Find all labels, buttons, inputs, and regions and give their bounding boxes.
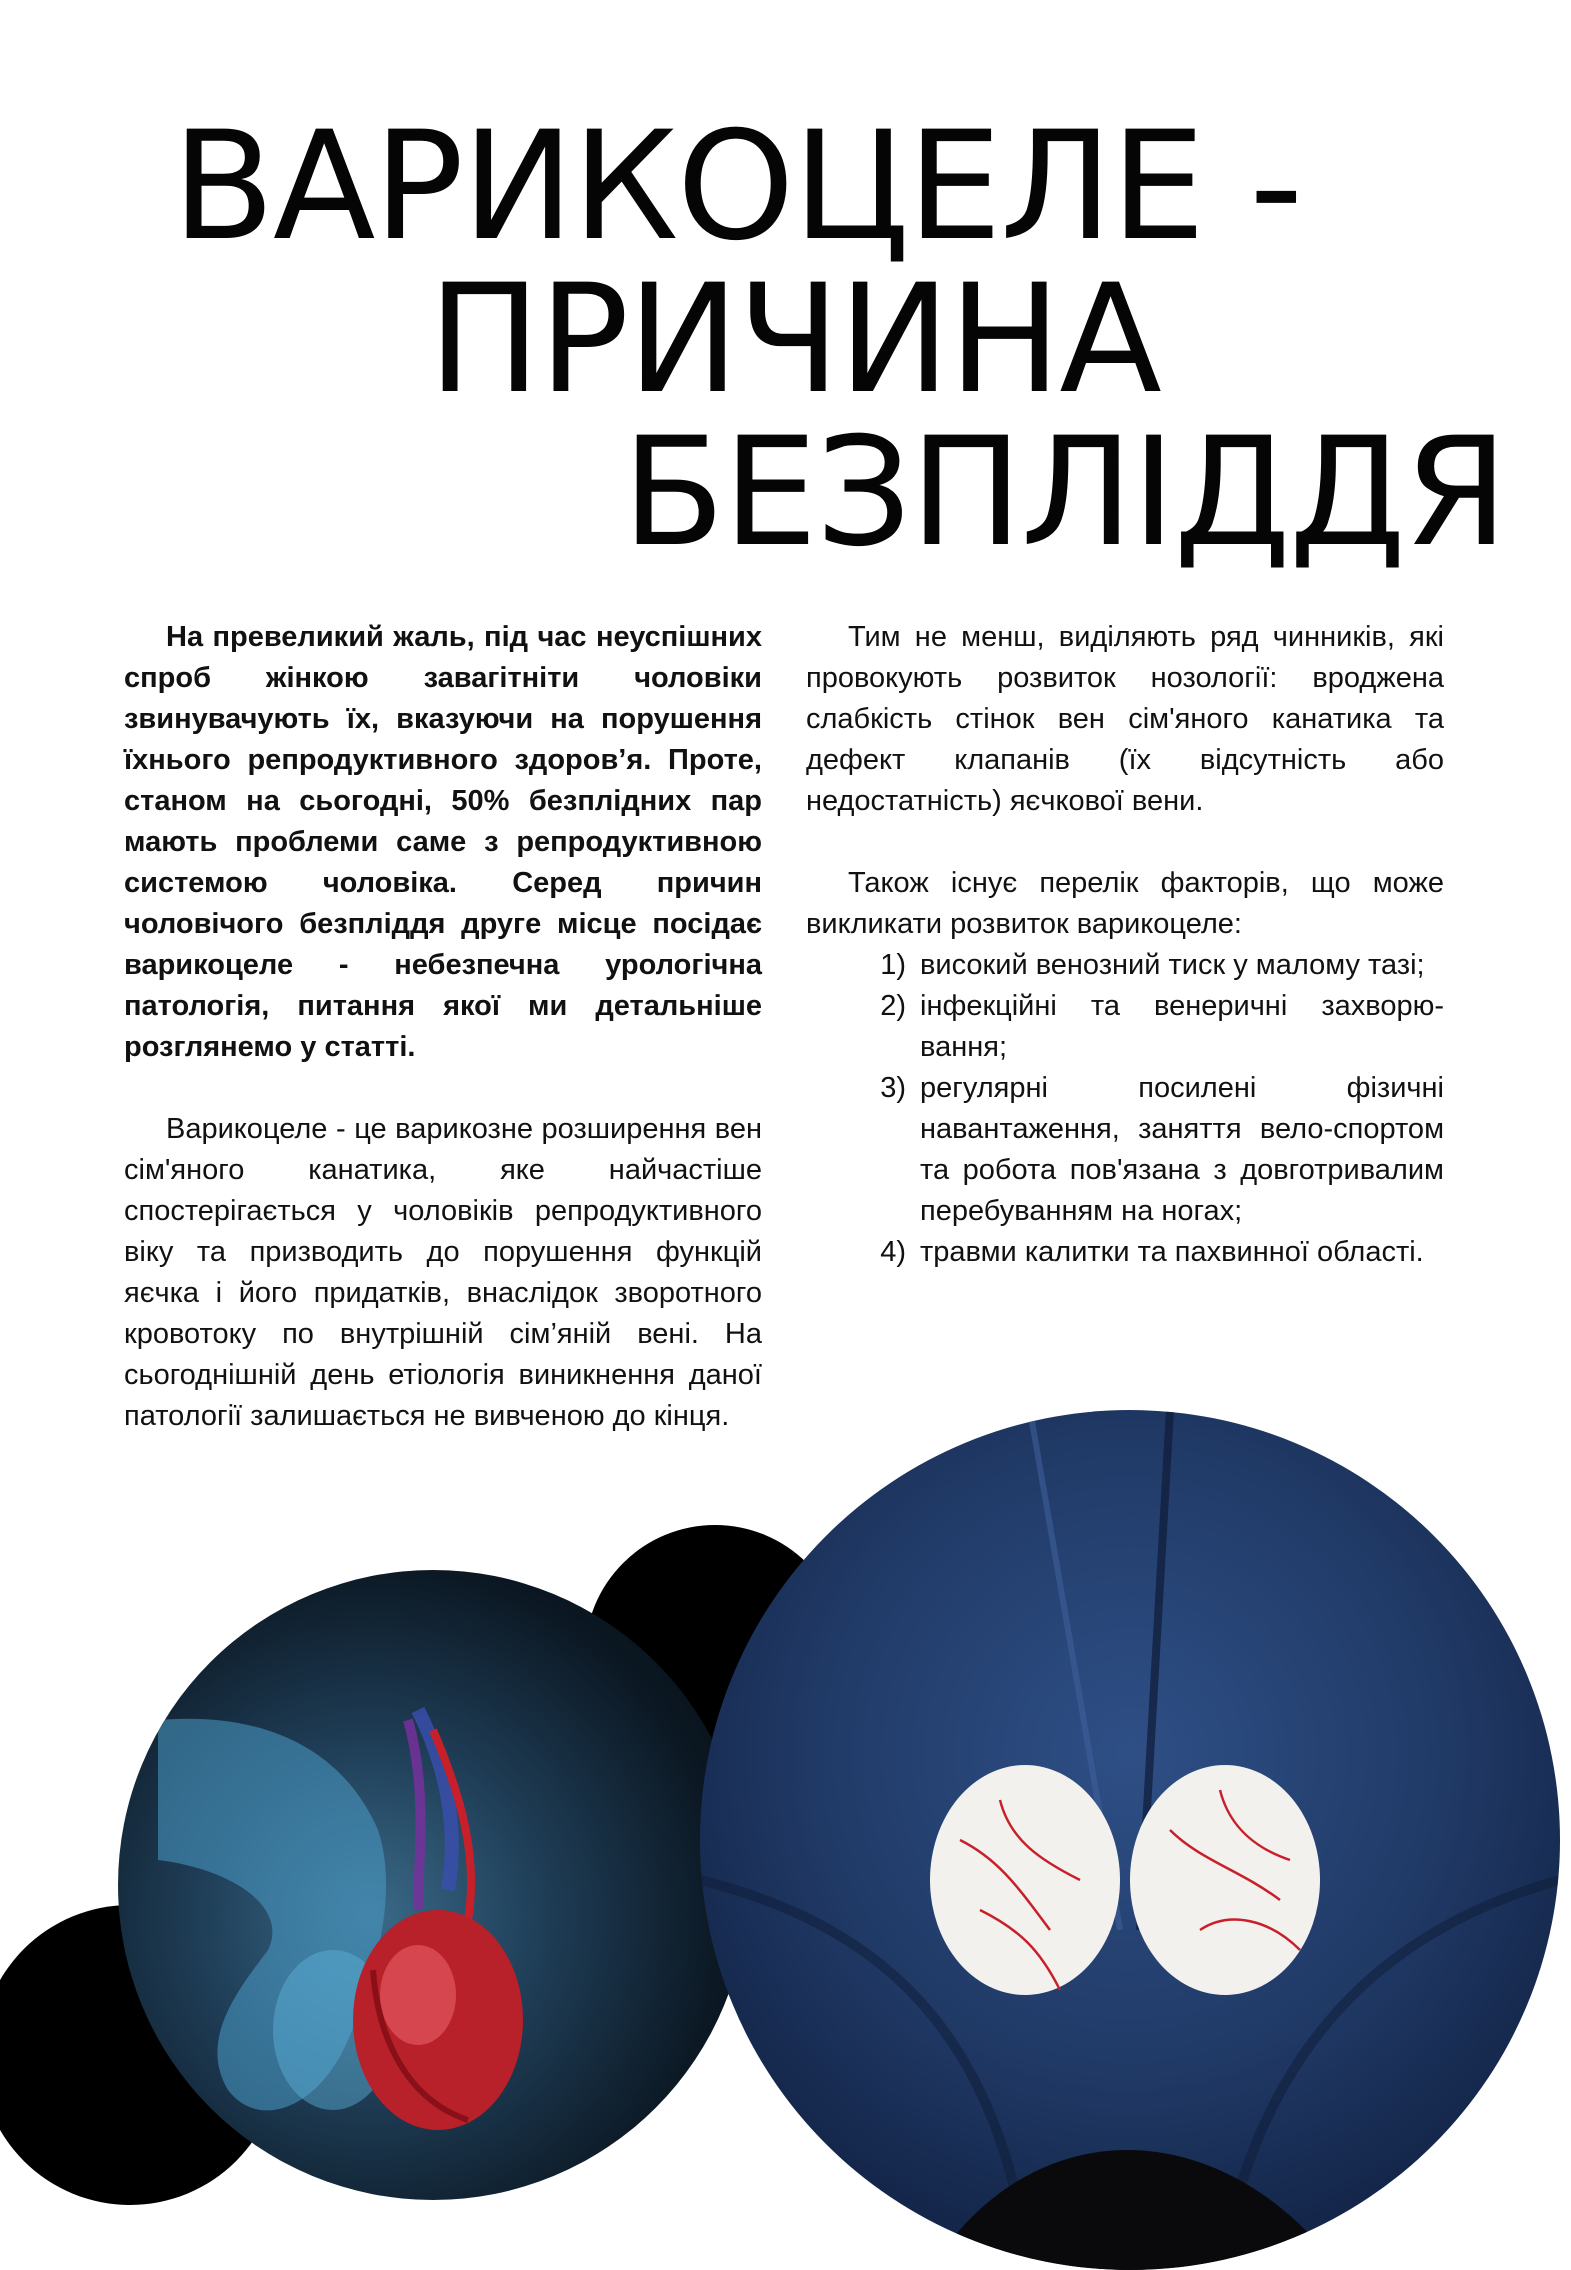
list-item-text: травми калитки та пахвинної області.	[920, 1236, 1424, 1268]
list-item-text: високий венозний тиск у малому тазі;	[920, 949, 1425, 981]
list-item	[806, 986, 1444, 1068]
left-column	[124, 617, 762, 1437]
list-item	[806, 1068, 1444, 1232]
page-title-line-1: ВАРИКОЦЕЛЕ -	[172, 100, 1302, 274]
list-item-number: 4)	[880, 1236, 906, 1268]
causes-paragraph: Тим не менш, виділяють ряд чинників, які провокують розвиток нозології: вроджена слабкість стінок вен сім'яного канатика та дефект клапанів (їх відсутність або недостатність) яєчкової вени.	[806, 621, 1444, 817]
list-item-number: 1)	[880, 949, 906, 981]
list-item-number: 2)	[880, 990, 906, 1022]
page-title-line-3: БЕЗПЛІДДЯ	[622, 406, 1507, 580]
jeans-eggs-photo	[700, 1410, 1560, 2270]
intro-paragraph: На превеликий жаль, під час неуспішних спроб жінкою завагітніти чоловіки звинувачують їх, вказуючи на порушення їхнього репродуктивного здоров’я. Проте, станом на сьогодні, 50% безплідних пар мають проблеми саме з репродуктивною системою чоловіка. Серед причин чоловічого безпліддя друге місце посідає варикоцеле - небезпечна урологічна патологія, питання якої ми детальніше розглянемо у статті.	[124, 621, 762, 1063]
factors-list	[806, 945, 1444, 1273]
factors-intro-paragraph: Також існує перелік факторів, що може викликати розвиток варикоцеле:	[806, 867, 1444, 940]
list-item-text: регулярні посилені фізичні навантаження, заняття вело-спортом та робота пов'язана з довготривалим перебуванням на ногах;	[920, 1072, 1444, 1227]
page-title-line-2: ПРИЧИНА	[428, 253, 1160, 427]
list-item-text: інфекційні та венеричні захворю-вання;	[920, 990, 1444, 1063]
definition-paragraph: Варикоцеле - це варикозне розширення вен сім'яного канатика, яке найчастіше спостерігається у чоловіків репродуктивного віку та призводить до порушення функцій яєчка і його придатків, внаслідок зворотного кровотоку по внутрішній сім’яній вені. На сьогоднішній день етіологія виникнення даної патології залишається не вивченою до кінця.	[124, 1113, 762, 1432]
list-item-number: 3)	[880, 1072, 906, 1104]
list-item	[806, 945, 1444, 986]
list-item	[806, 1232, 1444, 1273]
right-column	[806, 617, 1444, 1273]
anatomy-illustration	[118, 1570, 748, 2200]
